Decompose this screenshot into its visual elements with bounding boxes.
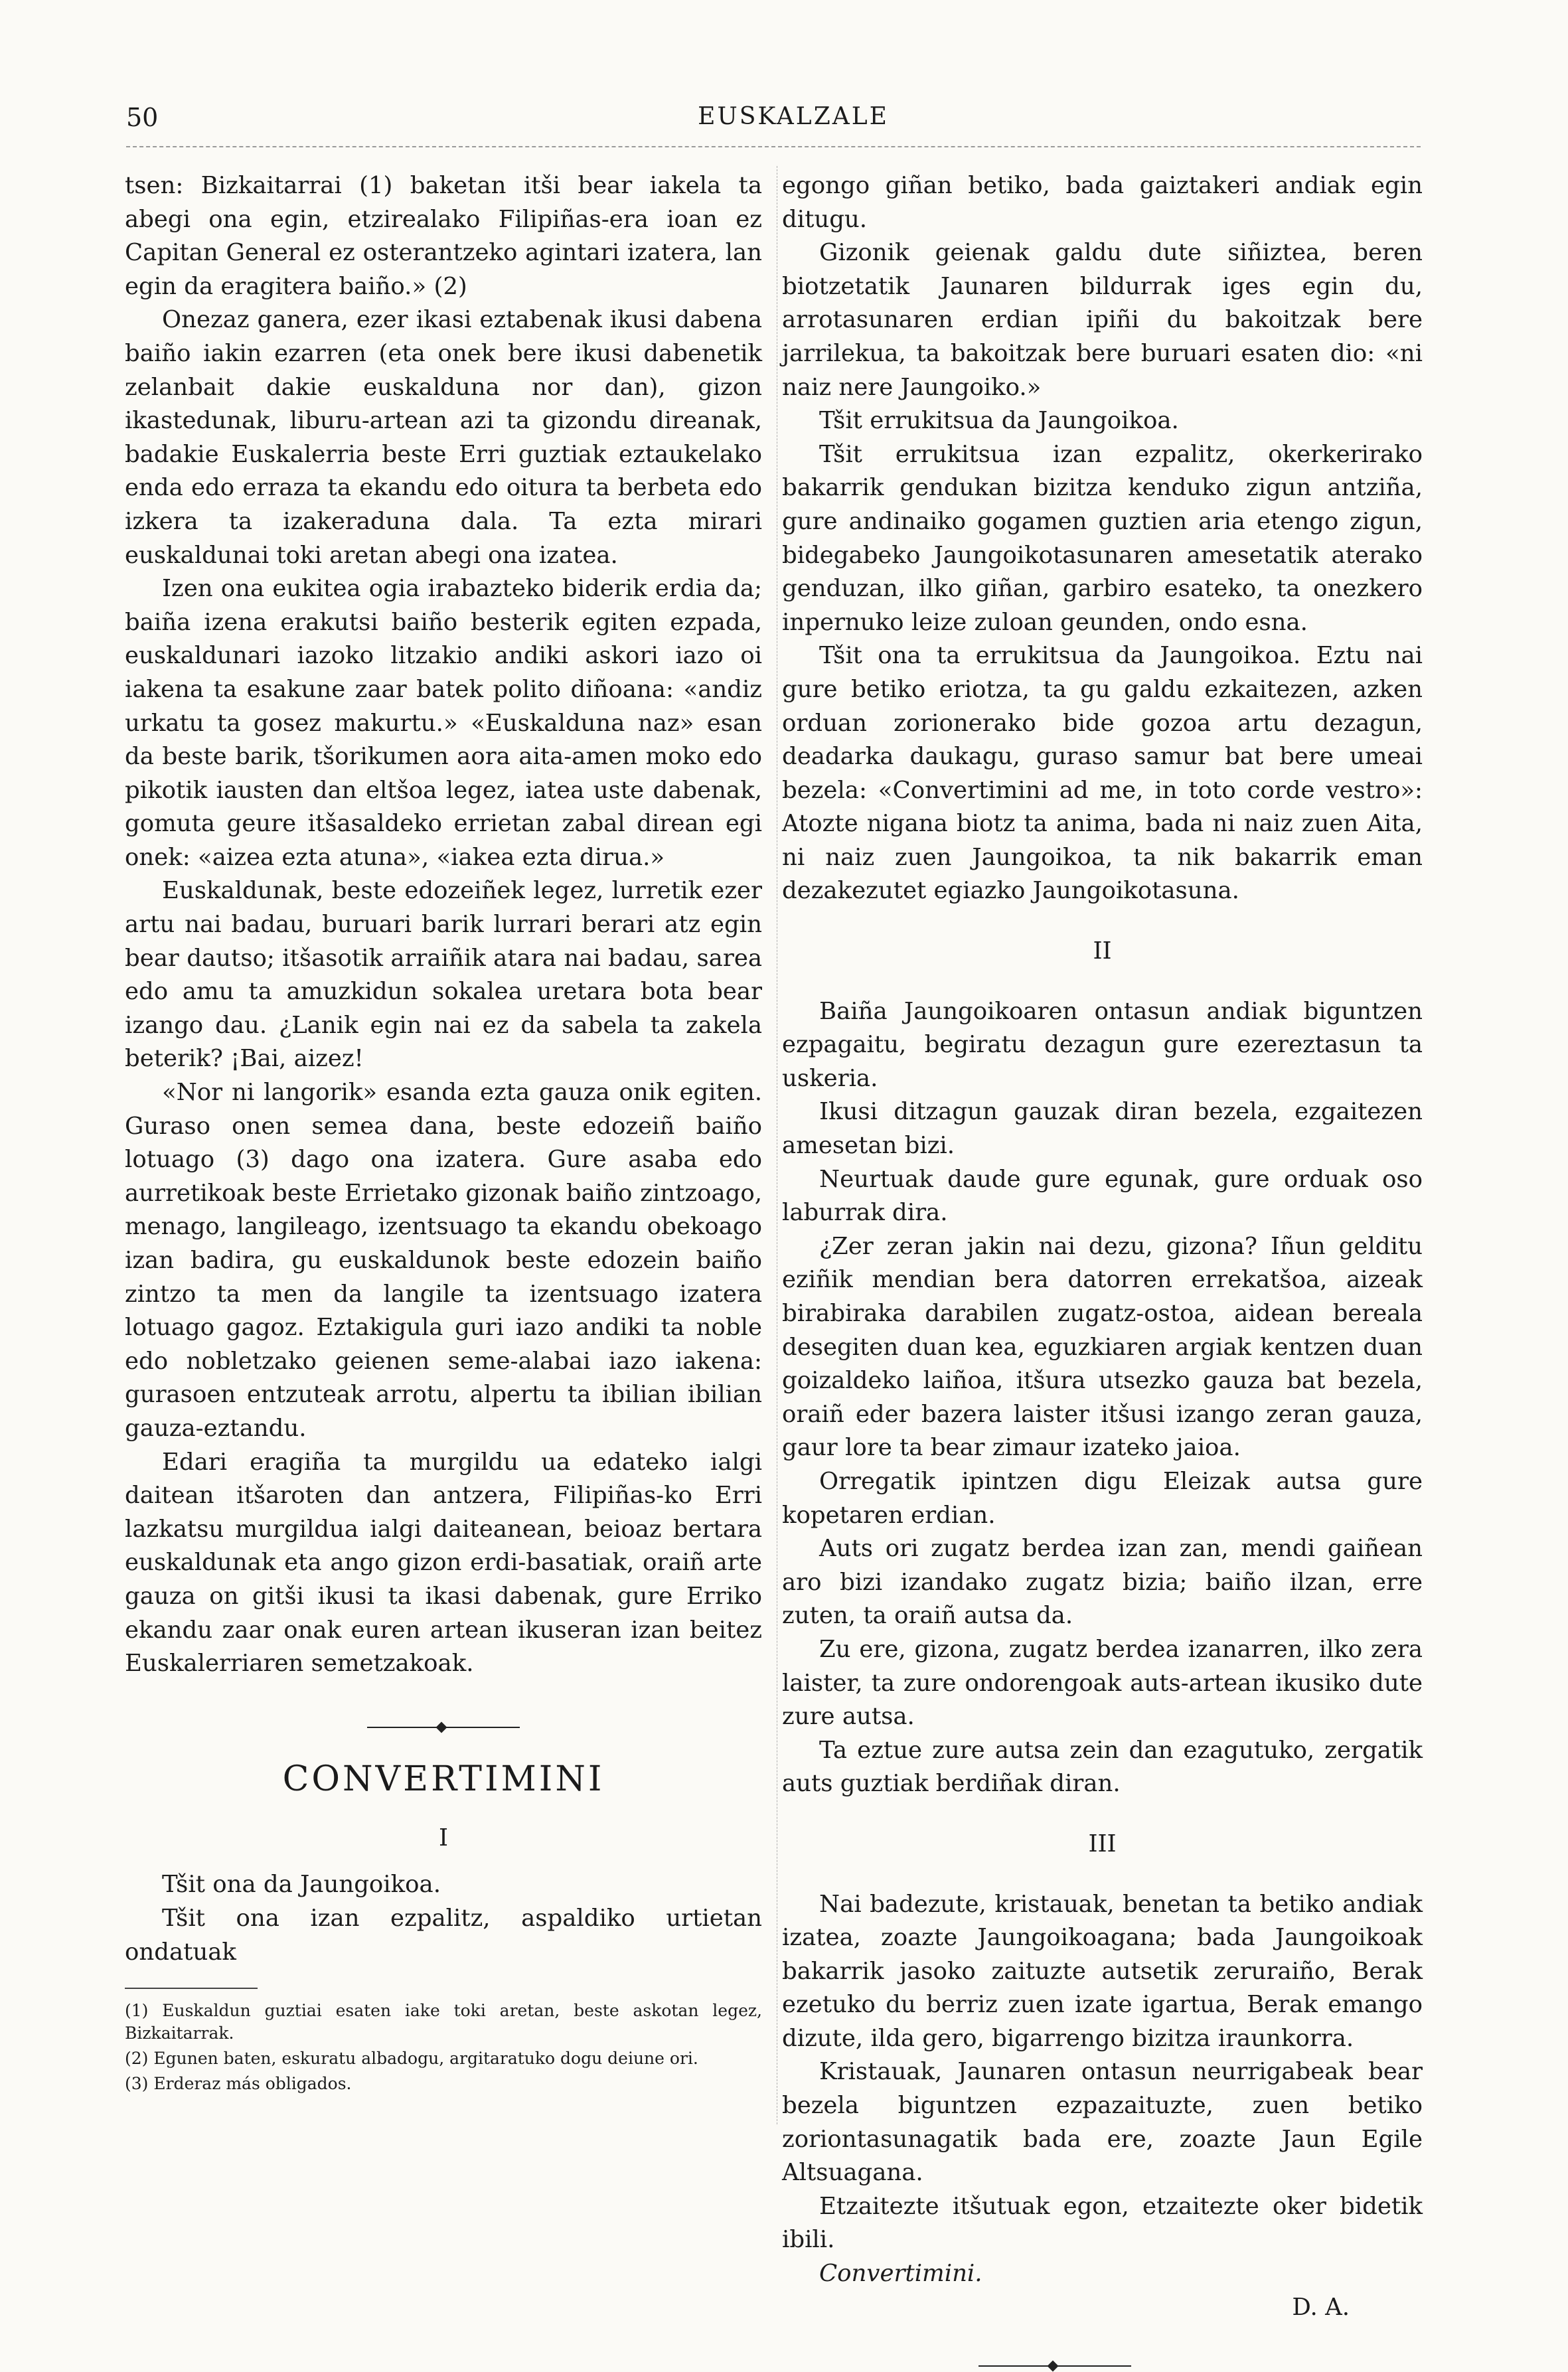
paragraph: Convertimini. xyxy=(819,2260,982,2288)
ornament-divider xyxy=(979,2361,1131,2371)
paragraph: Auts ori zugatz berdea izan zan, mendi gaiñean aro bizi izandako zugatz bizia; baiño ilzan, erre zuten, ta oraiñ autsa da. xyxy=(782,1535,1423,1630)
paragraph: Tšit errukitsua izan ezpalitz, okerkerirako bakarrik gendukan bizitza kenduko zigun antziña, gure andinaiko gogamen guztien aria etengo zigun, bidegabeko Jaungoikotasunaren amesetatik aterako genduzan, ilko giñan, garbiro esateko, ta onezkero inpernuko leize zuloan geunden, ondo esna. xyxy=(782,440,1423,636)
footnote-rule xyxy=(125,1988,258,1989)
footnotes xyxy=(125,2000,762,2095)
section-number: I xyxy=(438,1824,449,1852)
paragraph: Edari eragiña ta murgildu ua edateko ialgi daitean itšaroten dan antzera, Filipiñas-ko Erri lazkatsu murgildua ialgi daiteanean, beioaz bertara euskaldunak eta ango gizon erdi-basatiak, oraiñ arte gauza on gitši ikusi ta ikasi dabenak, gure Erriko ekandu zaar onak euren artean ikuseran izan beitez Euskalerriaren semetzakoak. xyxy=(125,1448,762,1678)
section-number: II xyxy=(1093,937,1112,965)
running-title: EUSKALZALE xyxy=(698,103,889,130)
paragraph: Orregatik ipintzen digu Eleizak autsa gure kopetaren erdian. xyxy=(782,1467,1423,1529)
header-rule xyxy=(126,146,1421,147)
paragraph: Tšit ona izan ezpalitz, aspaldiko urtietan ondatuak xyxy=(125,1904,762,1966)
paragraph: Gizonik geienak galdu dute siñiztea, beren biotzetatik Jaunaren bildurrak iges egin du, arrotasunaren erdian ipiñi du bakoitzak bere jarrilekua, ta bakoitzak bere buruari esaten dio: «ni naiz nere Jaungoiko.» xyxy=(782,239,1423,401)
footnote: (2) Egunen baten, eskuratu albadogu, argitaratuko dogu deiune ori. xyxy=(125,2049,698,2069)
paragraph: ¿Zer zeran jakin nai dezu, gizona? Iñun gelditu eziñik mendian bera datorren errekatšoa, aizeak birabiraka darabilen zugatz-ostoa, aidean bereala desegiten duan kea, eguzkiaren argiak kentzen duan goizaldeko laiñoa, itšura utsezko gauza bat bezela, oraiñ eder bazera laister itšusi izango zeran gauza, gaur lore ta bear zimaur izateko jaioa. xyxy=(782,1232,1423,1462)
paragraph: Kristauak, Jaunaren ontasun neurrigabeak bear bezela biguntzen ezpazaituzte, zuen betiko zoriontasunagatik bada ere, zoazte Jaun Egile Altsuagana. xyxy=(782,2058,1423,2187)
paragraph: Tšit ona ta errukitsua da Jaungoikoa. Eztu nai gure betiko eriotza, ta gu galdu ezkaitezen, azken orduan zorionerako bide gozoa artu dezagun, deadarka daukagu, guraso samur bat bere umeai bezela: «Convertimini ad me, in toto corde vestro»: Atozte nigana biotz ta anima, bada ni naiz zuen Aita, ni naiz zuen Jaungoikoa, ta nik bakarrik eman dezakezutet egiazko Jaungoikotasuna. xyxy=(782,642,1423,905)
paragraph: Zu ere, gizona, zugatz berdea izanarren, ilko zera laister, ta zure ondorengoak auts-artean ikusiko dute zure autsa. xyxy=(782,1635,1423,1731)
paragraph: Etzaitezte itšutuak egon, etzaitezte oker bidetik ibili. xyxy=(782,2192,1423,2254)
section-title: CONVERTIMINI xyxy=(282,1759,605,1799)
page-header xyxy=(126,103,1460,143)
footnote: (3) Erderaz más obligados. xyxy=(125,2074,352,2094)
right-column xyxy=(782,169,1423,2371)
paragraph: Tšit ona da Jaungoikoa. xyxy=(162,1871,441,1899)
paragraph: Izen ona eukitea ogia irabazteko biderik erdia da; baiña izena erakutsi baiño besterik egiten ezpada, euskaldunari iazoko litzakio andiki askori iazo oi iakena ta esakune zaar batek polito diñoana: «andiz urkatu ta gosez makurtu.» «Euskalduna naz» esan da beste barik, tšorikumen aora aita-amen moko edo pikotik iausten dan eltšoa legez, iatea uste dabenak, gomuta geure itšasaldeko errietan zabal direan egi onek: «aizea ezta atuna», «iakea ezta dirua.» xyxy=(125,575,762,871)
paragraph: tsen: Bizkaitarrai (1) baketan itši bear iakela ta abegi ona egin, etzirealako Filipiñas-era ioan ez Capitan General ez osterantzeko agintari izatera, lan egin da eragitera baiño.» (2) xyxy=(125,172,762,300)
page-number: 50 xyxy=(126,103,159,132)
paragraph: «Nor ni langorik» esanda ezta gauza onik egiten. Guraso onen semea dana, beste edozeiñ baiño lotuago (3) dago ona izatera. Gure asaba edo aurretikoak beste Errietako gizonak baiño zintzoago, menago, langileago, izentsuago ta ekandu obekoago izan badira, gu euskaldunok beste edozein baiño zintzo ta men da langile ta izentsuago izatera lotuago gagoz. Eztakigula guri iazo andiki ta noble edo nobletzako geienen seme-alabai iazo iakena: gurasoen entzuteak arrotu, alpertu ta ibilian ibilian gauza-eztandu. xyxy=(125,1079,762,1442)
paragraph: Nai badezute, kristauak, benetan ta betiko andiak izatea, zoazte Jaungoikoagana; bada Jaungoikoak bakarrik jasoko zaituzte autsetik zeruraiño, Berak ezetuko du berriz zuen izate igartua, Berak emango dizute, ilda gero, bigarrengo bizitza iraunkorra. xyxy=(782,1890,1423,2052)
paragraph: Ta eztue zure autsa zein dan ezagutuko, zergatik auts guztiak berdiñak diran. xyxy=(782,1736,1423,1798)
paragraph: Onezaz ganera, ezer ikasi eztabenak ikusi dabena baiño iakin ezarren (eta onek bere ikusi dabenetik zelanbait dakie euskalduna nor dan), gizon ikastedunak, liburu-artean azi ta gizondu direanak, badakie Euskalerria beste Erri guztiak eztaukelako enda edo erraza ta ekandu edo oitura ta berbeta edo izkera ta izakeraduna dala. Ta ezta mirari euskaldunai toki aretan abegi ona izatea. xyxy=(125,306,762,569)
footnote: (1) Euskaldun guztiai esaten iake toki aretan, beste askotan legez, Bizkaitarrak. xyxy=(125,2001,762,2043)
section-number: III xyxy=(1088,1830,1117,1858)
signature: D. A. xyxy=(1292,2293,1350,2321)
paragraph: Ikusi ditzagun gauzak diran bezela, ezgaitezen amesetan bizi. xyxy=(782,1098,1423,1160)
paragraph: Neurtuak daude gure egunak, gure orduak oso laburrak dira. xyxy=(782,1165,1423,1227)
paragraph: Tšit errukitsua da Jaungoikoa. xyxy=(819,407,1179,435)
paragraph: Baiña Jaungoikoaren ontasun andiak biguntzen ezpagaitu, begiratu dezagun gure ezereztasun ta uskeria. xyxy=(782,997,1423,1092)
left-column xyxy=(125,169,762,2098)
paragraph: egongo giñan betiko, bada gaiztakeri andiak egin ditugu. xyxy=(782,172,1423,233)
ornament-divider xyxy=(367,1722,520,1733)
paragraph: Euskaldunak, beste edozeiñek legez, lurretik ezer artu nai badau, buruari barik lurrari berari atz egin bear dautso; itšasotik arraiñik atara nai badau, sarea edo amu ta amuzkidun sokalea uretara bota bear izango dau. ¿Lanik egin nai ez da sabela ta zakela beterik? ¡Bai, aizez! xyxy=(125,877,762,1073)
